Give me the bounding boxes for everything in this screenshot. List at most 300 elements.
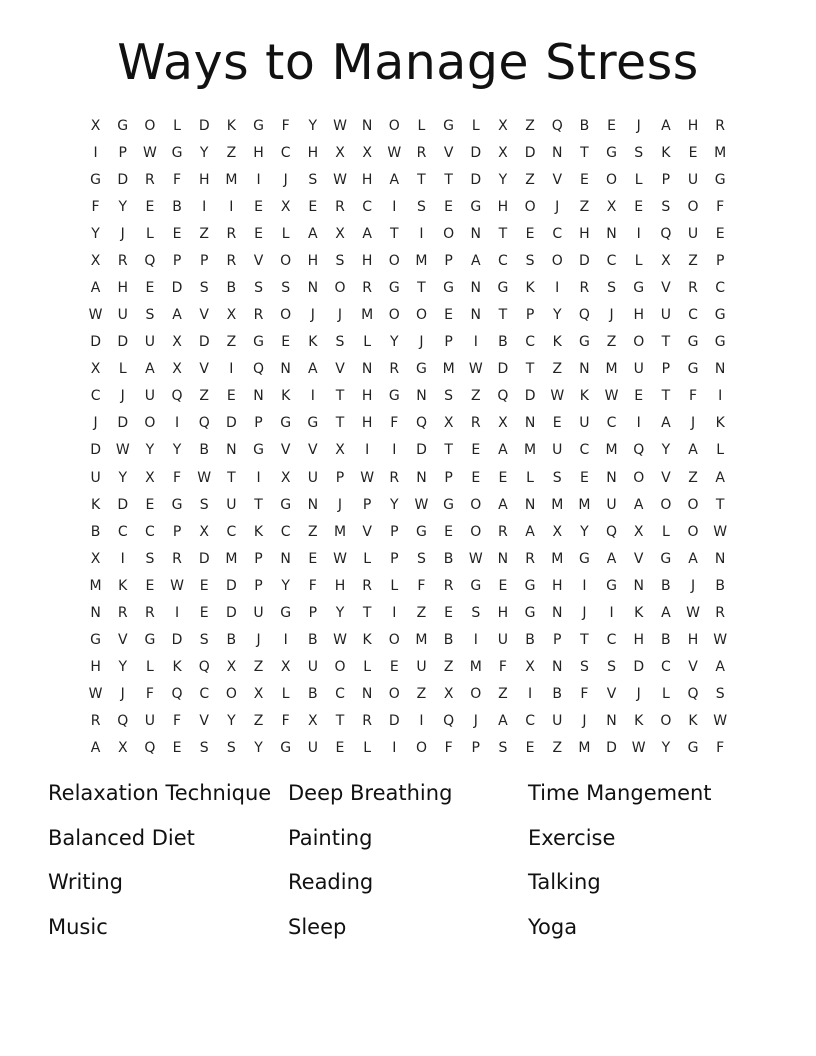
- grid-letter: C: [145, 523, 155, 540]
- grid-letter: O: [443, 225, 455, 242]
- grid-letter: X: [280, 469, 291, 486]
- grid-letter: P: [390, 523, 399, 540]
- grid-letter: T: [390, 225, 399, 242]
- grid-letter: A: [661, 604, 671, 621]
- grid-letter: A: [90, 740, 101, 757]
- grid-letter: M: [333, 523, 347, 540]
- grid-letter: H: [497, 198, 509, 215]
- grid-letter: U: [226, 496, 237, 513]
- grid-letter: G: [144, 632, 156, 649]
- grid-letter: E: [444, 523, 454, 540]
- grid-letter: P: [661, 171, 671, 188]
- grid-letter: A: [633, 496, 644, 513]
- grid-letter: N: [416, 388, 427, 405]
- grid-letter: Z: [199, 225, 209, 242]
- grid-letter: J: [555, 198, 560, 215]
- grid-letter: I: [229, 198, 234, 215]
- grid-letter: Y: [227, 713, 236, 730]
- grid-letter: C: [199, 686, 210, 703]
- grid-letter: I: [473, 632, 478, 649]
- grid-letter: C: [90, 388, 101, 405]
- grid-letter: F: [444, 740, 453, 757]
- grid-letter: A: [145, 361, 155, 378]
- grid-letter: G: [171, 496, 183, 513]
- grid-letter: S: [335, 334, 345, 351]
- grid-letter: U: [633, 361, 644, 378]
- grid-letter: I: [202, 198, 207, 215]
- grid-letter: S: [444, 388, 454, 405]
- grid-letter: N: [416, 469, 427, 486]
- word-list-item: Time Mangement: [528, 781, 712, 805]
- grid-letter: Z: [443, 659, 454, 676]
- grid-letter: X: [633, 523, 644, 540]
- grid-letter: T: [525, 361, 535, 378]
- grid-letter: A: [715, 469, 725, 486]
- grid-letter: M: [225, 171, 238, 188]
- grid-letter: T: [580, 632, 589, 649]
- grid-letter: N: [606, 713, 617, 730]
- grid-letter: V: [552, 171, 563, 188]
- grid-letter: O: [633, 469, 645, 486]
- grid-letter: Q: [117, 713, 129, 730]
- grid-letter: M: [578, 496, 591, 513]
- grid-letter: J: [473, 713, 478, 730]
- grid-letter: X: [226, 307, 237, 324]
- grid-letter: Z: [552, 361, 563, 378]
- grid-letter: C: [660, 659, 671, 676]
- grid-letter: I: [555, 280, 560, 296]
- grid-letter: O: [388, 632, 400, 649]
- grid-letter: J: [419, 334, 424, 351]
- grid-letter: S: [525, 252, 535, 269]
- grid-letter: W: [142, 144, 157, 161]
- grid-letter: B: [226, 632, 237, 649]
- grid-letter: Z: [552, 740, 563, 757]
- grid-letter: T: [715, 496, 725, 513]
- grid-letter: Q: [443, 713, 455, 730]
- grid-letter: C: [606, 252, 617, 269]
- grid-letter: U: [144, 388, 156, 405]
- grid-letter: Z: [416, 604, 427, 621]
- grid-letter: S: [145, 550, 155, 567]
- grid-letter: N: [524, 496, 536, 513]
- grid-letter: X: [253, 686, 264, 703]
- grid-letter: L: [390, 577, 399, 594]
- word-list-item: Painting: [288, 825, 373, 850]
- grid-letter: D: [524, 144, 536, 161]
- grid-letter: F: [716, 740, 725, 757]
- grid-letter: E: [308, 198, 318, 215]
- grid-letter: N: [497, 550, 509, 567]
- grid-letter: W: [713, 632, 728, 649]
- grid-letter: Y: [118, 469, 128, 486]
- grid-letter: K: [308, 334, 318, 351]
- grid-letter: Q: [144, 252, 156, 269]
- grid-letter: S: [308, 171, 318, 188]
- grid-letter: H: [551, 577, 563, 594]
- grid-letter: G: [524, 604, 536, 621]
- grid-letter: S: [199, 632, 209, 649]
- grid-letter: Y: [254, 740, 263, 757]
- grid-letter: E: [579, 171, 589, 188]
- grid-letter: X: [145, 469, 155, 486]
- grid-letter: P: [254, 415, 263, 432]
- grid-letter: W: [468, 550, 483, 567]
- grid-letter: E: [389, 659, 399, 676]
- grid-letter: R: [117, 252, 128, 269]
- grid-letter: H: [90, 659, 101, 676]
- grid-letter: B: [552, 686, 563, 703]
- grid-letter: V: [606, 686, 617, 703]
- grid-letter: C: [715, 280, 726, 296]
- grid-letter: S: [417, 550, 426, 567]
- grid-letter: P: [444, 469, 453, 486]
- grid-letter: Z: [308, 523, 318, 540]
- grid-letter: U: [144, 334, 156, 351]
- grid-letter: K: [661, 144, 671, 161]
- grid-letter: F: [173, 469, 182, 486]
- grid-letter: K: [362, 632, 372, 649]
- grid-letter: E: [552, 415, 562, 432]
- grid-letter: O: [633, 334, 645, 351]
- grid-letter: P: [172, 523, 182, 540]
- grid-letter: X: [498, 415, 508, 432]
- grid-letter: C: [226, 523, 237, 540]
- grid-letter: X: [362, 144, 372, 161]
- grid-letter: K: [253, 523, 264, 540]
- grid-letter: P: [553, 632, 562, 649]
- grid-letter: E: [498, 469, 508, 486]
- grid-letter: N: [714, 550, 726, 567]
- grid-letter: B: [525, 632, 535, 649]
- grid-letter: S: [471, 604, 481, 621]
- grid-letter: E: [226, 388, 236, 405]
- letter-grid: [82, 112, 734, 762]
- grid-letter: N: [90, 604, 101, 621]
- grid-letter: H: [253, 144, 264, 161]
- grid-letter: G: [714, 334, 726, 351]
- grid-letter: J: [636, 686, 641, 703]
- grid-letter: L: [661, 523, 670, 540]
- grid-letter: E: [254, 198, 263, 215]
- grid-letter: E: [579, 469, 589, 486]
- grid-letter: Z: [525, 171, 535, 188]
- grid-letter: Y: [580, 523, 589, 540]
- grid-letter: C: [498, 252, 508, 269]
- grid-letter: W: [115, 442, 130, 459]
- grid-letter: F: [281, 117, 290, 134]
- grid-letter: O: [415, 307, 427, 324]
- grid-letter: B: [443, 550, 454, 567]
- grid-letter: O: [687, 523, 699, 540]
- grid-letter: R: [145, 604, 155, 621]
- grid-letter: U: [307, 469, 318, 486]
- grid-letter: O: [388, 686, 400, 703]
- grid-letter: V: [661, 469, 671, 486]
- grid-letter: Z: [688, 252, 698, 269]
- word-list-item: Exercise: [528, 825, 616, 850]
- grid-letter: B: [498, 334, 508, 351]
- grid-letter: J: [120, 686, 125, 703]
- grid-letter: T: [444, 171, 453, 188]
- grid-letter: N: [551, 144, 563, 161]
- grid-letter: J: [690, 415, 696, 432]
- grid-letter: L: [634, 252, 643, 269]
- grid-letter: D: [90, 334, 101, 351]
- grid-letter: V: [308, 442, 318, 459]
- grid-letter: N: [280, 550, 291, 567]
- grid-letter: E: [335, 740, 345, 757]
- grid-letter: Y: [172, 442, 182, 459]
- grid-letter: Q: [551, 117, 563, 134]
- grid-letter: X: [498, 117, 508, 134]
- grid-letter: C: [579, 442, 590, 459]
- grid-letter: L: [363, 334, 372, 351]
- grid-letter: L: [145, 659, 154, 676]
- grid-letter: R: [172, 550, 182, 567]
- grid-letter: N: [524, 415, 536, 432]
- grid-letter: I: [473, 334, 478, 351]
- grid-letter: D: [198, 334, 210, 351]
- grid-letter: Y: [661, 442, 671, 459]
- grid-letter: E: [444, 307, 454, 324]
- grid-letter: U: [90, 469, 101, 486]
- grid-letter: K: [579, 388, 589, 405]
- grid-letter: N: [361, 117, 373, 134]
- grid-letter: M: [551, 550, 564, 567]
- grid-letter: N: [280, 361, 291, 378]
- grid-letter: B: [308, 686, 318, 703]
- grid-letter: I: [528, 686, 533, 703]
- grid-letter: E: [199, 577, 209, 594]
- grid-letter: P: [525, 307, 535, 324]
- grid-letter: P: [715, 252, 725, 269]
- grid-letter: G: [606, 144, 617, 161]
- grid-letter: I: [609, 604, 614, 621]
- grid-letter: Q: [253, 361, 265, 378]
- grid-letter: X: [90, 361, 101, 378]
- grid-letter: E: [281, 334, 291, 351]
- grid-letter: W: [360, 469, 375, 486]
- grid-letter: X: [117, 740, 128, 757]
- grid-letter: V: [661, 280, 671, 296]
- grid-letter: T: [417, 280, 426, 296]
- grid-letter: W: [197, 469, 212, 486]
- grid-letter: P: [444, 252, 453, 269]
- grid-letter: T: [227, 469, 236, 486]
- grid-letter: K: [281, 388, 291, 405]
- grid-letter: J: [609, 307, 614, 324]
- grid-letter: E: [634, 198, 644, 215]
- grid-letter: U: [144, 713, 156, 730]
- grid-letter: X: [308, 713, 318, 730]
- grid-letter: S: [335, 252, 345, 269]
- grid-letter: A: [661, 117, 671, 134]
- grid-letter: Y: [552, 307, 562, 324]
- grid-letter: J: [310, 307, 315, 324]
- grid-letter: H: [497, 604, 509, 621]
- grid-letter: A: [715, 659, 725, 676]
- grid-letter: U: [307, 740, 318, 757]
- grid-letter: J: [256, 632, 261, 649]
- page-title: Ways to Manage Stress: [117, 34, 699, 91]
- grid-letter: X: [172, 361, 182, 378]
- grid-letter: T: [362, 604, 372, 621]
- grid-letter: X: [280, 198, 291, 215]
- grid-letter: V: [335, 361, 345, 378]
- grid-letter: N: [226, 442, 237, 459]
- grid-letter: C: [525, 713, 535, 730]
- grid-letter: T: [661, 334, 671, 351]
- grid-letter: T: [444, 442, 453, 459]
- word-list-item: Deep Breathing: [288, 781, 453, 805]
- grid-letter: K: [172, 659, 182, 676]
- word-list: [48, 775, 768, 954]
- grid-letter: D: [117, 496, 129, 513]
- grid-letter: K: [634, 713, 644, 730]
- grid-letter: E: [145, 198, 155, 215]
- grid-letter: B: [715, 577, 725, 594]
- grid-letter: G: [280, 604, 292, 621]
- grid-letter: P: [362, 496, 372, 513]
- grid-letter: G: [280, 496, 292, 513]
- word-list-item: Balanced Diet: [48, 825, 195, 850]
- grid-letter: R: [226, 252, 237, 269]
- grid-letter: F: [145, 686, 154, 703]
- grid-letter: O: [144, 117, 156, 134]
- grid-letter: T: [580, 144, 589, 161]
- grid-letter: D: [117, 171, 129, 188]
- grid-letter: J: [582, 604, 587, 621]
- grid-letter: J: [690, 577, 696, 594]
- grid-letter: T: [254, 496, 263, 513]
- grid-letter: I: [419, 225, 424, 242]
- grid-letter: U: [606, 496, 617, 513]
- grid-letter: H: [633, 632, 644, 649]
- grid-letter: W: [468, 361, 483, 378]
- grid-letter: G: [90, 632, 101, 649]
- grid-letter: M: [578, 740, 591, 757]
- grid-letter: D: [225, 415, 237, 432]
- grid-letter: D: [388, 713, 400, 730]
- grid-letter: H: [633, 307, 644, 324]
- grid-letter: U: [117, 307, 128, 324]
- word-list-item: Music: [48, 915, 108, 940]
- grid-letter: Z: [416, 686, 427, 703]
- grid-letter: D: [225, 577, 237, 594]
- grid-letter: G: [117, 117, 129, 134]
- grid-letter: F: [580, 686, 589, 703]
- grid-letter: G: [524, 577, 536, 594]
- grid-letter: Y: [390, 334, 399, 351]
- grid-letter: O: [388, 252, 400, 269]
- grid-letter: Z: [525, 117, 535, 134]
- grid-letter: C: [335, 686, 345, 703]
- grid-letter: M: [605, 361, 618, 378]
- grid-letter: Z: [579, 198, 590, 215]
- grid-letter: W: [88, 686, 103, 703]
- grid-letter: K: [552, 334, 562, 351]
- grid-letter: W: [88, 307, 103, 324]
- grid-letter: Q: [144, 740, 156, 757]
- grid-letter: S: [607, 280, 616, 296]
- grid-letter: W: [333, 117, 347, 134]
- grid-letter: P: [444, 334, 453, 351]
- grid-letter: X: [661, 252, 671, 269]
- grid-letter: G: [280, 415, 292, 432]
- grid-letter: S: [579, 659, 589, 676]
- word-list-item: Sleep: [288, 915, 347, 940]
- grid-letter: U: [552, 442, 563, 459]
- grid-letter: A: [308, 361, 318, 378]
- grid-letter: E: [145, 280, 155, 296]
- grid-letter: D: [524, 388, 536, 405]
- grid-letter: S: [552, 469, 562, 486]
- grid-letter: O: [524, 198, 536, 215]
- grid-letter: G: [416, 523, 427, 540]
- grid-letter: J: [283, 171, 288, 188]
- grid-letter: F: [688, 388, 698, 405]
- grid-letter: K: [118, 577, 128, 594]
- grid-letter: O: [415, 740, 427, 757]
- grid-letter: I: [718, 388, 723, 405]
- grid-letter: I: [310, 388, 315, 405]
- grid-letter: L: [281, 225, 290, 242]
- grid-letter: Y: [118, 198, 128, 215]
- grid-letter: S: [498, 740, 508, 757]
- grid-letter: O: [470, 496, 482, 513]
- grid-letter: H: [687, 117, 699, 134]
- grid-letter: L: [716, 442, 725, 459]
- grid-letter: Q: [171, 686, 183, 703]
- grid-letter: W: [713, 523, 728, 540]
- grid-letter: F: [173, 713, 182, 730]
- grid-letter: O: [388, 307, 400, 324]
- grid-letter: X: [90, 117, 101, 134]
- grid-letter: J: [93, 415, 98, 432]
- grid-letter: K: [90, 496, 101, 513]
- grid-letter: Q: [578, 307, 590, 324]
- grid-letter: G: [253, 334, 264, 351]
- grid-letter: N: [470, 307, 481, 324]
- grid-letter: S: [281, 280, 291, 296]
- grid-letter: W: [604, 388, 619, 405]
- grid-letter: R: [362, 713, 372, 730]
- grid-letter: V: [117, 632, 128, 649]
- grid-letter: E: [525, 225, 535, 242]
- grid-letter: Z: [199, 388, 209, 405]
- grid-letter: R: [362, 280, 372, 296]
- grid-letter: Z: [688, 469, 698, 486]
- grid-letter: G: [606, 577, 617, 594]
- grid-letter: R: [525, 550, 535, 567]
- grid-letter: R: [389, 469, 400, 486]
- grid-letter: O: [470, 523, 482, 540]
- grid-letter: O: [225, 686, 237, 703]
- grid-letter: A: [389, 171, 400, 188]
- grid-letter: J: [582, 713, 587, 730]
- grid-letter: E: [199, 604, 209, 621]
- grid-letter: R: [715, 604, 726, 621]
- grid-letter: O: [660, 496, 672, 513]
- grid-letter: S: [199, 280, 209, 296]
- grid-letter: E: [444, 604, 454, 621]
- grid-letter: I: [174, 415, 180, 432]
- grid-letter: Y: [498, 171, 508, 188]
- grid-letter: U: [497, 632, 509, 649]
- grid-letter: X: [525, 659, 535, 676]
- grid-letter: Q: [687, 686, 699, 703]
